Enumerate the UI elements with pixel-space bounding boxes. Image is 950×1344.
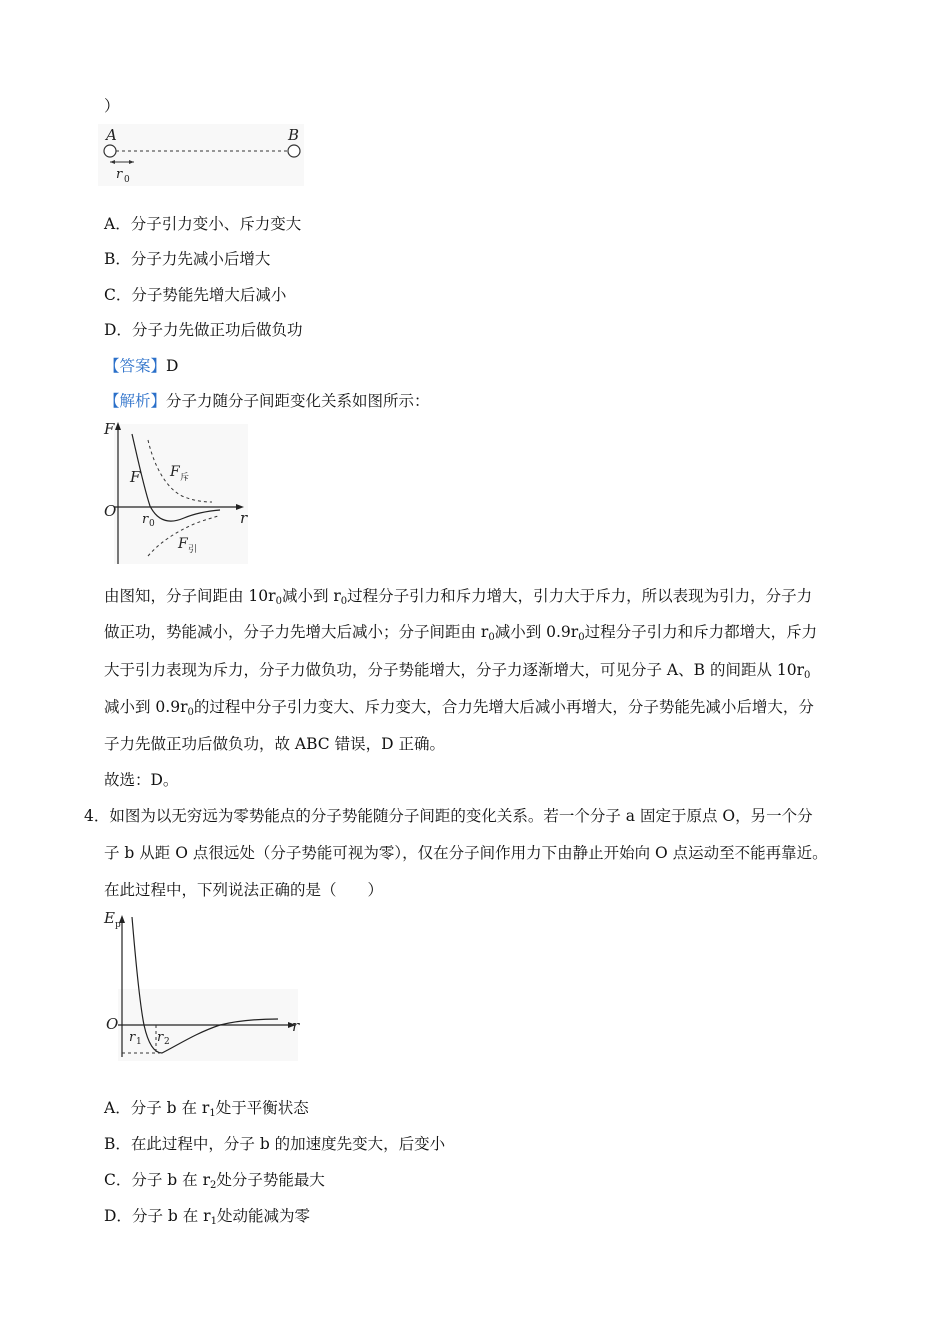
option-a: A．分子引力变小、斥力变大 [104, 215, 302, 233]
q4-option-a: A．分子 b 在 $r_1$处于平衡状态 [104, 1099, 309, 1119]
svg-text:F: F [130, 468, 141, 486]
svg-text:p: p [115, 920, 121, 930]
r0-label: r [116, 167, 123, 182]
svg-text:引: 引 [188, 545, 198, 555]
explanation-line-4: 减小到 $0.9r_0$的过程中分子引力变大、斥力变大，合力先增大后减小再增大，分子势能先减小后增大，分 [104, 698, 814, 718]
final-choice: 故选：D。 [104, 771, 179, 789]
answer-line: 【答案】D [104, 357, 179, 375]
svg-text:r: r [240, 509, 248, 527]
svg-text:O: O [104, 502, 117, 520]
svg-text:0: 0 [124, 175, 130, 185]
q4-option-d: D．分子 b 在 $r_1$处动能减为零 [104, 1207, 310, 1227]
svg-text:F: F [104, 420, 115, 438]
question-tail: ） [104, 97, 120, 115]
label-b: B [288, 126, 300, 144]
svg-text:0: 0 [149, 519, 155, 529]
q4-option-c: C．分子 b 在 $r_2$处分子势能最大 [104, 1171, 325, 1191]
molecule-b [288, 145, 300, 157]
label-a: A [106, 126, 117, 144]
svg-text:F: F [178, 536, 188, 552]
svg-text:r: r [129, 1030, 136, 1045]
question-4-line-1: 4．如图为以无穷远为零势能点的分子势能随分子间距的变化关系。若一个分子 a 固定于原点 O，另一个分 [84, 807, 813, 825]
svg-text:r: r [142, 512, 149, 527]
analysis-line: 【解析】分子力随分子间距变化关系如图所示： [104, 392, 430, 410]
explanation-line-2: 做正功，势能减小，分子力先增大后减小；分子间距由 $r_0$减小到 $0.9r_0$过程分子引力和斥力都增大，斥力 [104, 623, 818, 643]
svg-text:O: O [106, 1015, 119, 1033]
option-b: B．分子力先减小后增大 [104, 250, 271, 268]
option-c: C．分子势能先增大后减小 [104, 286, 287, 304]
force-distance-figure [100, 418, 260, 568]
explanation-line-5: 子力先做正功后做负功，故 ABC 错误，D 正确。 [104, 735, 445, 753]
explanation-line-3: 大于引力表现为斥力，分子力做负功，分子势能增大，分子力逐渐增大，可见分子 A、B 的间距从 $10r_0$ [104, 661, 811, 681]
question-4-line-2: 子 b 从距 O 点很远处（分子势能可视为零），仅在分子间作用力下由静止开始向 O 点运动至不能再靠近。 [104, 844, 828, 862]
option-d: D．分子力先做正功后做负功 [104, 321, 303, 339]
potential-energy-figure [100, 905, 310, 1065]
svg-text:r: r [292, 1017, 300, 1035]
explanation-line-1: 由图知，分子间距由 $10r_0$减小到 $r_0$过程分子引力和斥力增大，引力大于斥力，所以表现为引力，分子力 [104, 587, 813, 607]
svg-text:r: r [157, 1030, 164, 1045]
svg-text:F: F [170, 464, 180, 480]
svg-text:斥: 斥 [180, 473, 190, 483]
svg-text:1: 1 [136, 1037, 142, 1047]
svg-text:E: E [104, 909, 115, 927]
q4-option-b: B．在此过程中，分子 b 的加速度先变大，后变小 [104, 1135, 446, 1153]
svg-text:2: 2 [164, 1037, 170, 1047]
molecule-a [104, 145, 116, 157]
question-4-line-3: 在此过程中，下列说法正确的是（ ） [104, 881, 384, 899]
ab-molecules-figure [98, 124, 308, 188]
